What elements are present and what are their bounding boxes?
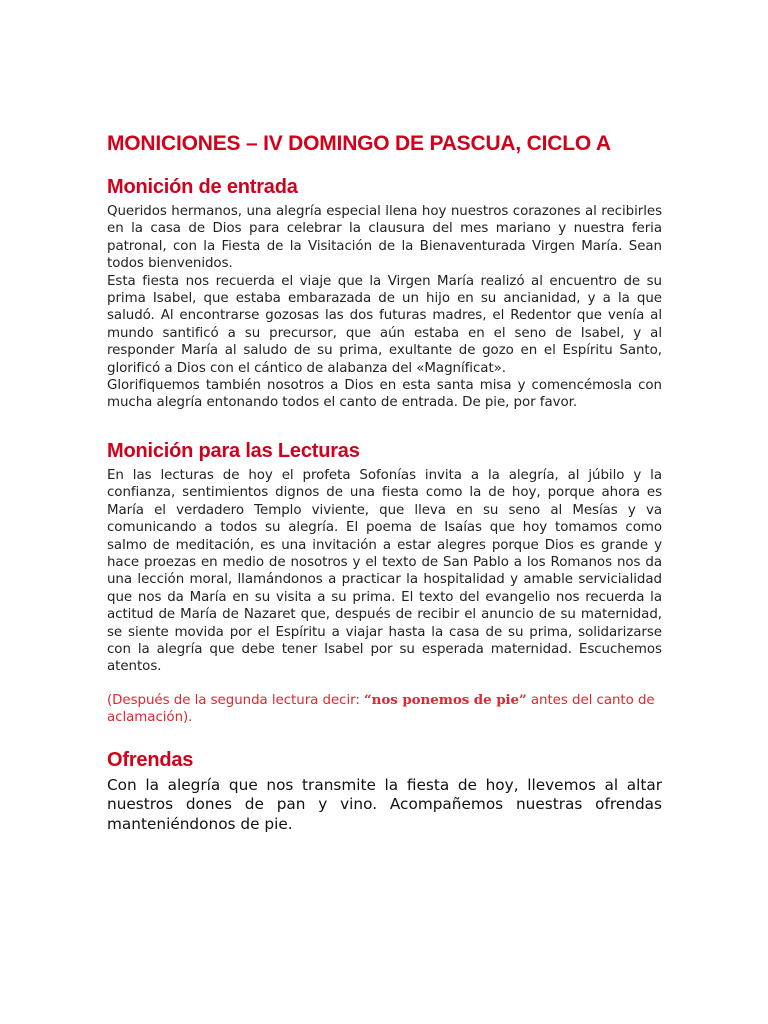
rubric-instruction	[107, 692, 662, 727]
section-heading-entrada: Monición de entrada	[107, 176, 298, 198]
section-ofrendas	[107, 749, 662, 835]
rubric-before: (Después de la segunda lectura decir:	[107, 692, 365, 708]
spacer	[107, 412, 662, 440]
spacer	[107, 727, 662, 749]
document-page	[107, 132, 662, 834]
document-title: MONICIONES – IV DOMINGO DE PASCUA, CICLO A	[107, 132, 611, 155]
spacer	[107, 676, 662, 692]
paragraph-lecturas: En las lecturas de hoy el profeta Sofonías invita a la alegría, al júbilo y la confianza, sentimientos dignos de una fiesta como la de hoy, porque ahora es María el verdadero Templo viviente, que lleva en su seno al Mesías y va comunicando a todos su alegría. El poema de Isaías que hoy tomamos como salmo de meditación, es una invitación a estar alegres porque Dios es grande y hace proezas en medio de nosotros y el texto de San Pablo a los Romanos nos da una lección moral, llamándonos a practicar la hospitalidad y amable servicialidad que nos da María en su visita a su prima. El texto del evangelio nos recuerda la actitud de María de Nazaret que, después de recibir el anuncio de su maternidad, se siente movida por el Espíritu a viajar hasta la casa de su prima, solidarizarse con la alegría que debe tener Isabel por su esperada maternidad. Escuchemos atentos.	[107, 467, 662, 675]
section-heading-lecturas: Monición para las Lecturas	[107, 439, 360, 462]
paragraph-entrada-2: Esta fiesta nos recuerda el viaje que la Virgen María realizó al encuentro de su prima Isabel, que estaba embarazada de un hijo en su ancianidad, y a la que saludó. Al encontrarse gozosas las dos futuras madres, el Redentor que venía al mundo santificó a su precursor, que aún estaba en el seno de Isabel, y al responder María al saludo de su prima, exultante de gozo en el Espíritu Santo, glorificó a Dios con el cántico de alabanza del «Magníficat».	[107, 273, 662, 376]
section-monicion-entrada	[107, 176, 662, 412]
paragraph-ofrendas: Con la alegría que nos transmite la fiesta de hoy, llevemos al altar nuestros dones de pan y vino. Acompañemos nuestras ofrendas manteniéndonos de pie.	[107, 775, 662, 833]
rubric-after: antes del canto de aclamación).	[107, 692, 655, 726]
section-heading-ofrendas: Ofrendas	[107, 748, 194, 771]
rubric-emphasis: “nos ponemos de pie”	[364, 691, 527, 708]
paragraph-entrada-1: Queridos hermanos, una alegría especial llena hoy nuestros corazones al recibirles en la casa de Dios para celebrar la clausura del mes mariano y nuestra feria patronal, con la Fiesta de la Visitación de la Bienaventurada Virgen María. Sean todos bienvenidos.	[107, 204, 662, 272]
paragraph-entrada-3: Glorifiquemos también nosotros a Dios en esta santa misa y comencémosla con mucha alegría entonando todos el canto de entrada. De pie, por favor.	[107, 378, 662, 411]
section-monicion-lecturas	[107, 440, 662, 727]
